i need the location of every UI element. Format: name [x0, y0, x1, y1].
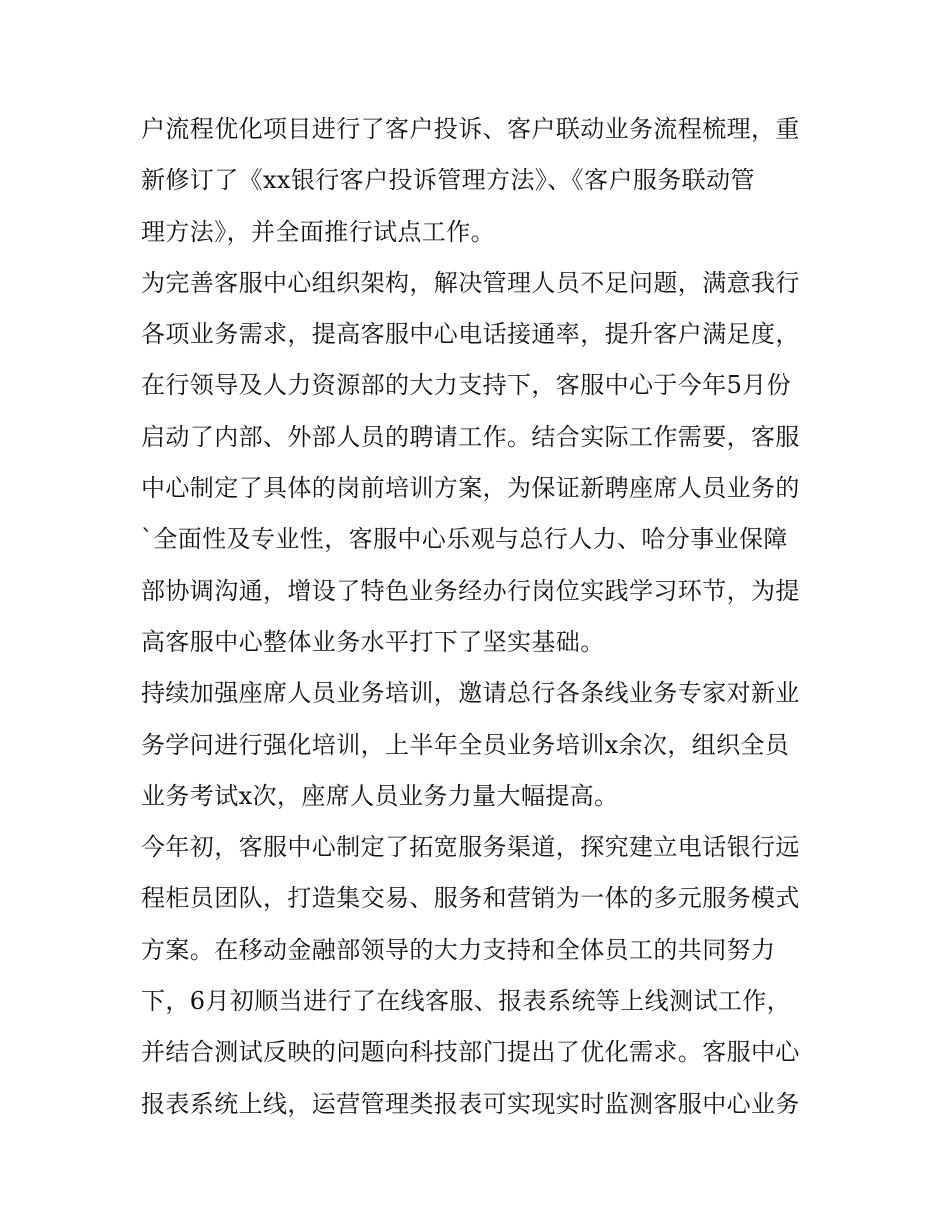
text-line: 在行领导及人力资源部的大力支持下，客服中心于今年5月份 — [141, 371, 792, 400]
text-line: 为完善客服中心组织架构，解决管理人员不足问题，满意我行 — [141, 268, 800, 297]
document-body — [141, 104, 821, 1130]
text-line: 方案。在移动金融部领导的大力支持和全体员工的共同努力 — [141, 935, 776, 964]
text-line: `全面性及专业性，客服中心乐观与总行人力、哈分事业保障 — [141, 525, 788, 554]
text-line: 部协调沟通，增设了特色业务经办行岗位实践学习环节，为提 — [141, 576, 800, 605]
text-line: 下，6月初顺当进行了在线客服、报表系统等上线测试工作， — [141, 987, 792, 1016]
text-line: 程柜员团队，打造集交易、服务和营销为一体的多元服务模式 — [141, 884, 800, 913]
text-line: 报表系统上线，运营管理类报表可实现实时监测客服中心业务 — [141, 1089, 800, 1118]
text-line: 务学问进行强化培训，上半年全员业务培训x余次，组织全员 — [141, 730, 790, 759]
text-line: 新修订了《xx银行客户投诉管理方法》、《客户服务联动管 — [141, 166, 755, 195]
text-line: 理方法》，并全面推行试点工作。 — [141, 217, 495, 246]
text-line: 并结合测试反映的问题向科技部门提出了优化需求。客服中心 — [141, 1038, 800, 1067]
text-line: 各项业务需求，提高客服中心电话接通率，提升客户满足度， — [141, 320, 800, 349]
text-line: 持续加强座席人员业务培训，邀请总行各条线业务专家对新业 — [141, 679, 800, 708]
text-line: 高客服中心整体业务水平打下了坚实基础。 — [141, 627, 605, 656]
text-line: 今年初，客服中心制定了拓宽服务渠道，探究建立电话银行远 — [141, 833, 800, 862]
text-line: 中心制定了具体的岗前培训方案，为保证新聘座席人员业务的 — [141, 474, 800, 503]
text-line: 启动了内部、外部人员的聘请工作。结合实际工作需要，客服 — [141, 422, 800, 451]
text-line: 户流程优化项目进行了客户投诉、客户联动业务流程梳理，重 — [141, 115, 800, 143]
text-line: 业务考试x次，座席人员业务力量大幅提高。 — [141, 781, 619, 810]
